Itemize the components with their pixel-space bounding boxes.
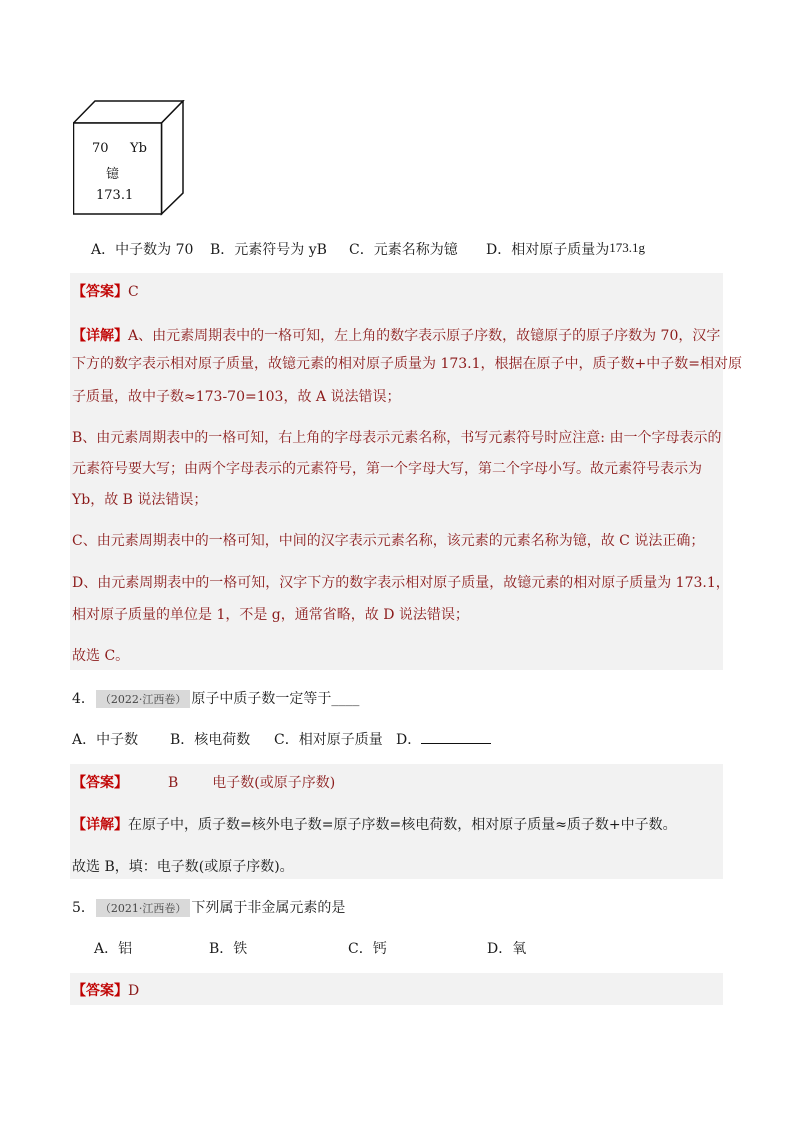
option-text: 中子数: [96, 732, 139, 748]
answer-tag: 【答案】: [72, 284, 128, 300]
option-letter: D．: [486, 242, 512, 258]
question-text: 下列属于非金属元素的是: [191, 900, 346, 916]
q3-detail-line-5: 元素符号要大写；由两个字母表示的元素符号，第一个字母大写，第二个字母小写。故元素符号表示为: [72, 461, 702, 477]
q3-option-c: [349, 239, 458, 259]
q4-option-a: [72, 729, 138, 749]
q4-answer: [72, 772, 335, 792]
q4-conclusion: 故选 B，填：电子数(或原子序数)。: [72, 859, 294, 875]
q3-option-a: [91, 239, 193, 259]
option-letter: B．: [170, 732, 195, 748]
question-source-badge: （2021·江西卷）: [96, 899, 191, 917]
q5-answer-panel: [70, 973, 723, 1005]
q3-detail-line-6: Yb，故 B 说法错误；: [72, 492, 208, 508]
q5-option-c: [348, 938, 387, 958]
option-value: 173.1g: [609, 240, 645, 255]
q3-detail-line-4: B、由元素周期表中的一格可知，右上角的字母表示元素名称，书写元素符号时应注意: 由一个字母表示的: [72, 430, 722, 446]
question-text: 原子中质子数一定等于____: [191, 691, 360, 707]
option-letter: A．: [91, 242, 116, 258]
option-letter: A．: [94, 941, 119, 957]
q4-option-c: [274, 729, 383, 749]
option-text: 相对原子质量: [298, 732, 383, 748]
fill-in-blank: [421, 729, 491, 744]
q5-stem: [72, 897, 345, 917]
option-text: 钙: [372, 941, 387, 957]
option-text: 氧: [512, 941, 527, 957]
q4-detail: [72, 814, 677, 834]
detail-text: A、由元素周期表中的一格可知，左上角的数字表示原子序数，故镱原子的原子序数为 70，汉字: [128, 328, 721, 344]
q3-option-d: [486, 239, 645, 259]
detail-tag: 【详解】: [72, 328, 128, 344]
answer-tag: 【答案】: [72, 775, 128, 791]
q5-option-a: [94, 938, 132, 958]
option-text: 元素符号为 yB: [234, 242, 327, 258]
option-letter: D．: [487, 941, 513, 957]
q3-detail-line-2: 下方的数字表示相对原子质量，故镱元素的相对原子质量为 173.1，根据在原子中，质子数+中子数=相对原: [72, 356, 742, 372]
q3-detail-line-7: C、由元素周期表中的一格可知，中间的汉字表示元素名称，该元素的元素名称为镱，故 C 说法正确；: [72, 533, 705, 549]
option-text: 元素名称为镱: [373, 242, 458, 258]
option-text: 中子数为 70: [115, 242, 194, 258]
question-number: 5．: [72, 900, 95, 916]
answer-value: D: [128, 983, 140, 999]
q4-option-d: [396, 729, 491, 749]
q4-stem: [72, 688, 359, 708]
q5-option-b: [209, 938, 247, 958]
q5-answer: [72, 980, 139, 1000]
option-text: 铝: [118, 941, 133, 957]
answer-value: C: [128, 284, 139, 300]
q3-conclusion: 故选 C。: [72, 648, 130, 664]
option-text: 相对原子质量为: [511, 242, 610, 258]
atomic-number: 70: [92, 141, 109, 156]
detail-tag: 【详解】: [72, 817, 128, 833]
option-letter: C．: [349, 242, 374, 258]
q3-detail-line-1: [72, 325, 720, 345]
question-number: 4．: [72, 691, 95, 707]
detail-text: 在原子中，质子数=核外电子数=原子序数=核电荷数，相对原子质量≈质子数+中子数。: [128, 817, 677, 833]
answer-choice: B: [168, 775, 179, 791]
option-letter: C．: [274, 732, 299, 748]
element-symbol: Yb: [130, 141, 147, 156]
q3-answer: [72, 281, 139, 301]
q5-option-d: [487, 938, 526, 958]
q3-detail-line-3: 子质量，故中子数≈173-70=103，故 A 说法错误；: [72, 389, 401, 405]
option-letter: C．: [348, 941, 373, 957]
q4-option-b: [170, 729, 250, 749]
element-card: [73, 100, 185, 218]
option-text: 铁: [233, 941, 248, 957]
option-letter: B．: [210, 242, 235, 258]
option-letter: A．: [72, 732, 97, 748]
option-letter: B．: [209, 941, 234, 957]
answer-tag: 【答案】: [72, 983, 128, 999]
option-letter: D．: [396, 732, 422, 748]
q3-option-b: [210, 239, 327, 259]
q3-detail-line-8: D、由元素周期表中的一格可知，汉字下方的数字表示相对原子质量，故镱元素的相对原子质量为 173.1，: [72, 575, 730, 591]
q3-detail-line-9: 相对原子质量的单位是 1，不是 g，通常省略，故 D 说法错误；: [72, 607, 469, 623]
question-source-badge: （2022·江西卷）: [96, 690, 191, 708]
answer-fill: 电子数(或原子序数): [212, 775, 336, 791]
element-name: 镱: [106, 167, 120, 182]
atomic-mass: 173.1: [96, 188, 134, 203]
option-text: 核电荷数: [194, 732, 251, 748]
